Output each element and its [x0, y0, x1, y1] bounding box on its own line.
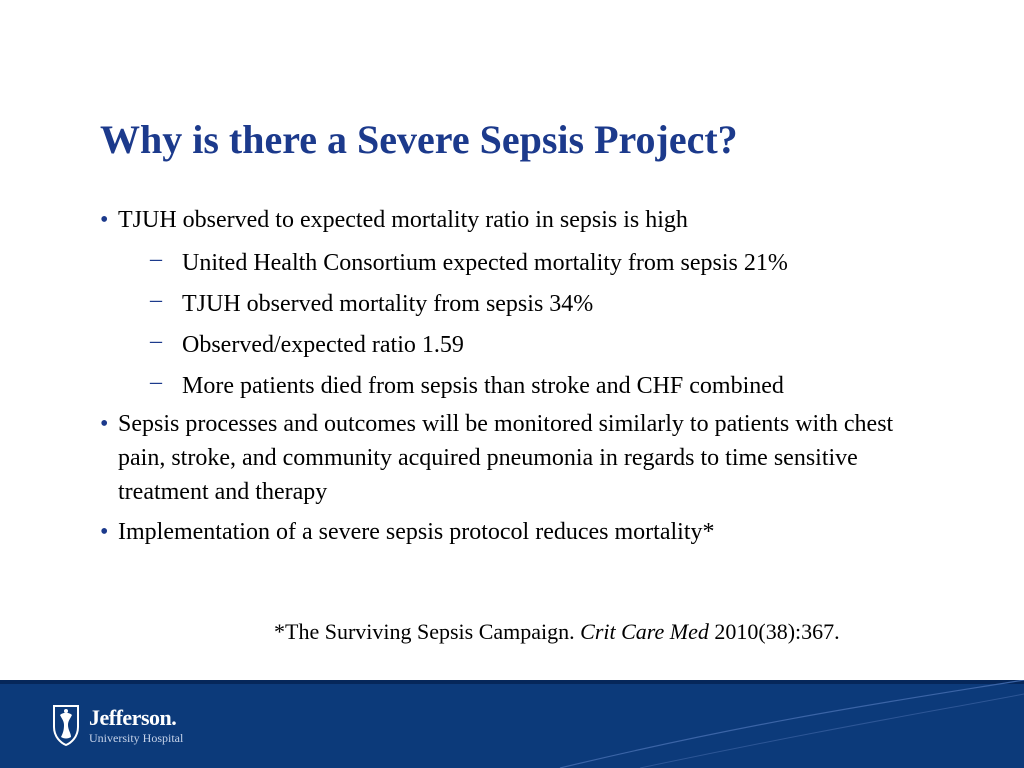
sub-bullet-text: Observed/expected ratio 1.59: [182, 332, 464, 358]
bullet-item-2: [100, 407, 938, 509]
bullet-dot-icon: •: [100, 411, 109, 437]
bullet-dot-icon: •: [100, 207, 109, 233]
slide-title: Why is there a Severe Sepsis Project?: [100, 117, 738, 162]
bullet-text: Implementation of a severe sepsis protocol reduces mortality*: [118, 519, 715, 545]
sub-bullet-list: [100, 243, 950, 407]
sub-bullet-text: More patients died from sepsis than stroke and CHF combined: [182, 373, 784, 399]
slide-content: [100, 203, 950, 555]
sub-bullet-text: United Health Consortium expected mortality from sepsis 21%: [182, 250, 788, 276]
sub-bullet-text: TJUH observed mortality from sepsis 34%: [182, 291, 594, 317]
jefferson-shield-icon: [51, 703, 81, 747]
logo-name: Jefferson.: [89, 704, 177, 730]
dash-icon: –: [150, 369, 162, 395]
sub-bullet-item-3: [100, 325, 950, 366]
sub-bullet-item-4: [100, 366, 950, 407]
dash-icon: –: [150, 246, 162, 272]
logo-text: [89, 704, 184, 745]
bullet-item-3: [100, 515, 950, 549]
bullet-text: Sepsis processes and outcomes will be monitored similarly to patients with chest pain, stroke, and community acquired pneumonia in regards to time sensitive treatment and therapy: [118, 411, 894, 505]
dash-icon: –: [150, 328, 162, 354]
bullet-text: TJUH observed to expected mortality ratio in sepsis is high: [118, 207, 688, 233]
dash-icon: –: [150, 287, 162, 313]
sub-bullet-item-1: [100, 243, 950, 284]
jefferson-logo: [51, 702, 183, 748]
citation-journal: Crit Care Med: [580, 619, 709, 644]
citation-prefix: *The Surviving Sepsis Campaign.: [274, 619, 581, 644]
bullet-dot-icon: •: [100, 519, 109, 545]
logo-subtitle: University Hospital: [89, 730, 184, 745]
bullet-item-1: [100, 203, 950, 237]
sub-bullet-item-2: [100, 284, 950, 325]
citation-suffix: 2010(38):367.: [708, 619, 840, 644]
citation: [274, 619, 840, 645]
